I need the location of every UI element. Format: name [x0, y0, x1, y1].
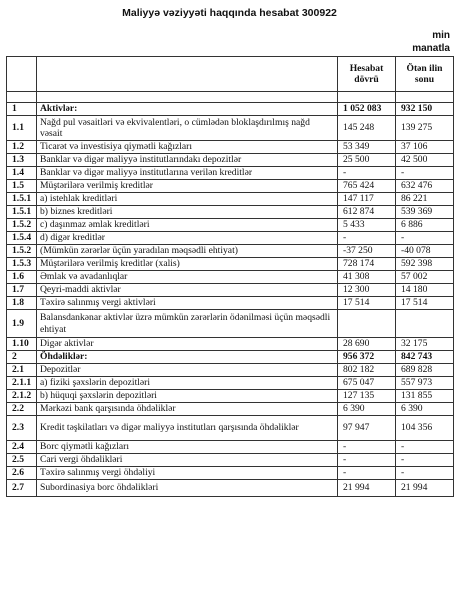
row-code: 1.5.2: [7, 245, 37, 258]
row-current-value: 956 372: [338, 351, 396, 364]
row-previous-value: -: [396, 232, 454, 245]
row-current-value: 5 433: [338, 219, 396, 232]
spacer-cell: [37, 92, 338, 103]
row-name: Depozitlər: [37, 364, 338, 377]
row-code: 1: [7, 103, 37, 116]
table-row: [7, 180, 454, 193]
row-name: Nağd pul vəsaitləri və ekvivalentləri, o cümlədən bloklaşdırılmış nağd vəsait: [37, 116, 338, 141]
table-row: [7, 116, 454, 141]
row-current-value: 612 874: [338, 206, 396, 219]
row-previous-value: 842 743: [396, 351, 454, 364]
table-row: [7, 245, 454, 258]
row-current-value: -: [338, 167, 396, 180]
row-previous-value: -: [396, 454, 454, 467]
row-code: 2.1: [7, 364, 37, 377]
row-code: 1.1: [7, 116, 37, 141]
row-previous-value: 539 369: [396, 206, 454, 219]
row-name: Banklar və digər maliyyə institutlarına verilən kreditlər: [37, 167, 338, 180]
row-previous-value: 57 002: [396, 271, 454, 284]
row-name: Öhdəliklər:: [37, 351, 338, 364]
row-name: Mərkəzi bank qarşısında öhdəliklər: [37, 403, 338, 416]
row-code: 2: [7, 351, 37, 364]
row-previous-value: 6 390: [396, 403, 454, 416]
row-previous-value: 689 828: [396, 364, 454, 377]
unit-label: [412, 29, 450, 55]
row-code: 2.4: [7, 441, 37, 454]
row-current-value: 41 308: [338, 271, 396, 284]
row-current-value: 6 390: [338, 403, 396, 416]
table-row: [7, 219, 454, 232]
header-name-cell: [37, 57, 338, 92]
row-current-value: 12 300: [338, 284, 396, 297]
row-current-value: 17 514: [338, 297, 396, 310]
row-current-value: 25 500: [338, 154, 396, 167]
row-current-value: 127 135: [338, 390, 396, 403]
table-row: [7, 154, 454, 167]
row-previous-value: 932 150: [396, 103, 454, 116]
row-current-value: 147 117: [338, 193, 396, 206]
row-current-value: 28 690: [338, 338, 396, 351]
table-row: [7, 403, 454, 416]
row-code: 1.7: [7, 284, 37, 297]
row-name: (Mümkün zərərlər üçün yaradılan məqsədli ehtiyat): [37, 245, 338, 258]
row-previous-value: 557 973: [396, 377, 454, 390]
row-name: Qeyri-maddi aktivlər: [37, 284, 338, 297]
row-name: Digər aktivlər: [37, 338, 338, 351]
row-name: Subordinasiya borc öhdəlikləri: [37, 480, 338, 497]
table-row: [7, 467, 454, 480]
row-current-value: 1 052 083: [338, 103, 396, 116]
table-row: [7, 454, 454, 467]
row-current-value: [338, 310, 396, 338]
row-previous-value: 37 106: [396, 141, 454, 154]
row-current-value: 97 947: [338, 416, 396, 441]
row-name: a) fiziki şəxslərin depozitləri: [37, 377, 338, 390]
row-previous-value: 21 994: [396, 480, 454, 497]
row-code: 1.5: [7, 180, 37, 193]
header-previous-year-end: Ötən ilin sonu: [396, 57, 454, 92]
table-row: [7, 193, 454, 206]
row-previous-value: 42 500: [396, 154, 454, 167]
table-row: [7, 338, 454, 351]
row-name: Balansdankənar aktivlər üzrə mümkün zərərlərin ödənilməsi üçün məqsədli ehtiyat: [37, 310, 338, 338]
balance-sheet-table: [6, 56, 454, 497]
row-previous-value: 139 275: [396, 116, 454, 141]
row-previous-value: -40 078: [396, 245, 454, 258]
table-row: [7, 441, 454, 454]
row-code: 1.4: [7, 167, 37, 180]
row-current-value: 675 047: [338, 377, 396, 390]
row-code: 1.5.1: [7, 206, 37, 219]
row-previous-value: 17 514: [396, 297, 454, 310]
row-previous-value: -: [396, 441, 454, 454]
row-code: 1.8: [7, 297, 37, 310]
row-name: Ticarət və investisiya qiymətli kağızları: [37, 141, 338, 154]
table-row: [7, 284, 454, 297]
spacer-cell: [338, 92, 396, 103]
row-name: Banklar və digər maliyyə institutlarındakı depozitlər: [37, 154, 338, 167]
table-row: [7, 232, 454, 245]
row-code: 2.6: [7, 467, 37, 480]
row-code: 2.5: [7, 454, 37, 467]
table-row: [7, 310, 454, 338]
row-name: Müştərilərə verilmiş kreditlər: [37, 180, 338, 193]
table-header-row: [7, 57, 454, 92]
table-row: [7, 390, 454, 403]
row-current-value: 802 182: [338, 364, 396, 377]
table-row: [7, 351, 454, 364]
row-code: 1.6: [7, 271, 37, 284]
row-code: 1.5.2: [7, 219, 37, 232]
row-name: d) digər kreditlər: [37, 232, 338, 245]
row-code: 1.5.3: [7, 258, 37, 271]
row-current-value: 21 994: [338, 480, 396, 497]
row-current-value: -: [338, 232, 396, 245]
row-previous-value: -: [396, 167, 454, 180]
table-row: [7, 206, 454, 219]
table-row: [7, 167, 454, 180]
row-previous-value: [396, 310, 454, 338]
row-previous-value: -: [396, 467, 454, 480]
row-code: 2.1.2: [7, 390, 37, 403]
row-previous-value: 86 221: [396, 193, 454, 206]
row-code: 1.9: [7, 310, 37, 338]
row-code: 1.5.4: [7, 232, 37, 245]
row-current-value: 728 174: [338, 258, 396, 271]
row-name: b) biznes kreditləri: [37, 206, 338, 219]
row-previous-value: 131 855: [396, 390, 454, 403]
row-previous-value: 6 886: [396, 219, 454, 232]
table-row: [7, 416, 454, 441]
row-code: 2.1.1: [7, 377, 37, 390]
row-name: Təxirə salınmış vergi aktivləri: [37, 297, 338, 310]
table-row: [7, 377, 454, 390]
header-code-cell: [7, 57, 37, 92]
row-name: Borc qiymətli kağızları: [37, 441, 338, 454]
row-previous-value: 14 180: [396, 284, 454, 297]
table-row: [7, 103, 454, 116]
row-current-value: -: [338, 467, 396, 480]
table-row: [7, 271, 454, 284]
row-name: b) hüquqi şəxslərin depozitləri: [37, 390, 338, 403]
spacer-cell: [396, 92, 454, 103]
row-name: c) daşınmaz əmlak kreditləri: [37, 219, 338, 232]
row-current-value: -: [338, 454, 396, 467]
unit-line-1: min: [432, 30, 450, 41]
row-code: 2.7: [7, 480, 37, 497]
header-current-period: Hesabat dövrü: [338, 57, 396, 92]
unit-line-2: manatla: [412, 43, 450, 54]
table-row: [7, 480, 454, 497]
row-current-value: 145 248: [338, 116, 396, 141]
row-code: 1.2: [7, 141, 37, 154]
row-current-value: 765 424: [338, 180, 396, 193]
row-code: 1.10: [7, 338, 37, 351]
row-previous-value: 32 175: [396, 338, 454, 351]
row-code: 2.2: [7, 403, 37, 416]
row-previous-value: 632 476: [396, 180, 454, 193]
row-code: 2.3: [7, 416, 37, 441]
report-title: Maliyyə vəziyyəti haqqında hesabat 300922: [122, 7, 337, 19]
row-current-value: 53 349: [338, 141, 396, 154]
spacer-cell: [7, 92, 37, 103]
row-name: Kredit təşkilatları və digər maliyyə institutları qarşısında öhdəliklər: [37, 416, 338, 441]
table-row: [7, 141, 454, 154]
table-row: [7, 364, 454, 377]
row-previous-value: 592 398: [396, 258, 454, 271]
row-name: Müştərilərə verilmiş kreditlər (xalis): [37, 258, 338, 271]
table-row: [7, 258, 454, 271]
row-name: Cari vergi öhdəlikləri: [37, 454, 338, 467]
row-name: Əmlak və avadanlıqlar: [37, 271, 338, 284]
row-current-value: -: [338, 441, 396, 454]
row-name: Aktivlər:: [37, 103, 338, 116]
table-row: [7, 297, 454, 310]
row-code: 1.5.1: [7, 193, 37, 206]
row-current-value: -37 250: [338, 245, 396, 258]
row-code: 1.3: [7, 154, 37, 167]
row-name: a) istehlak kreditləri: [37, 193, 338, 206]
table-spacer-row: [7, 92, 454, 103]
row-previous-value: 104 356: [396, 416, 454, 441]
row-name: Təxirə salınmış vergi öhdəliyi: [37, 467, 338, 480]
